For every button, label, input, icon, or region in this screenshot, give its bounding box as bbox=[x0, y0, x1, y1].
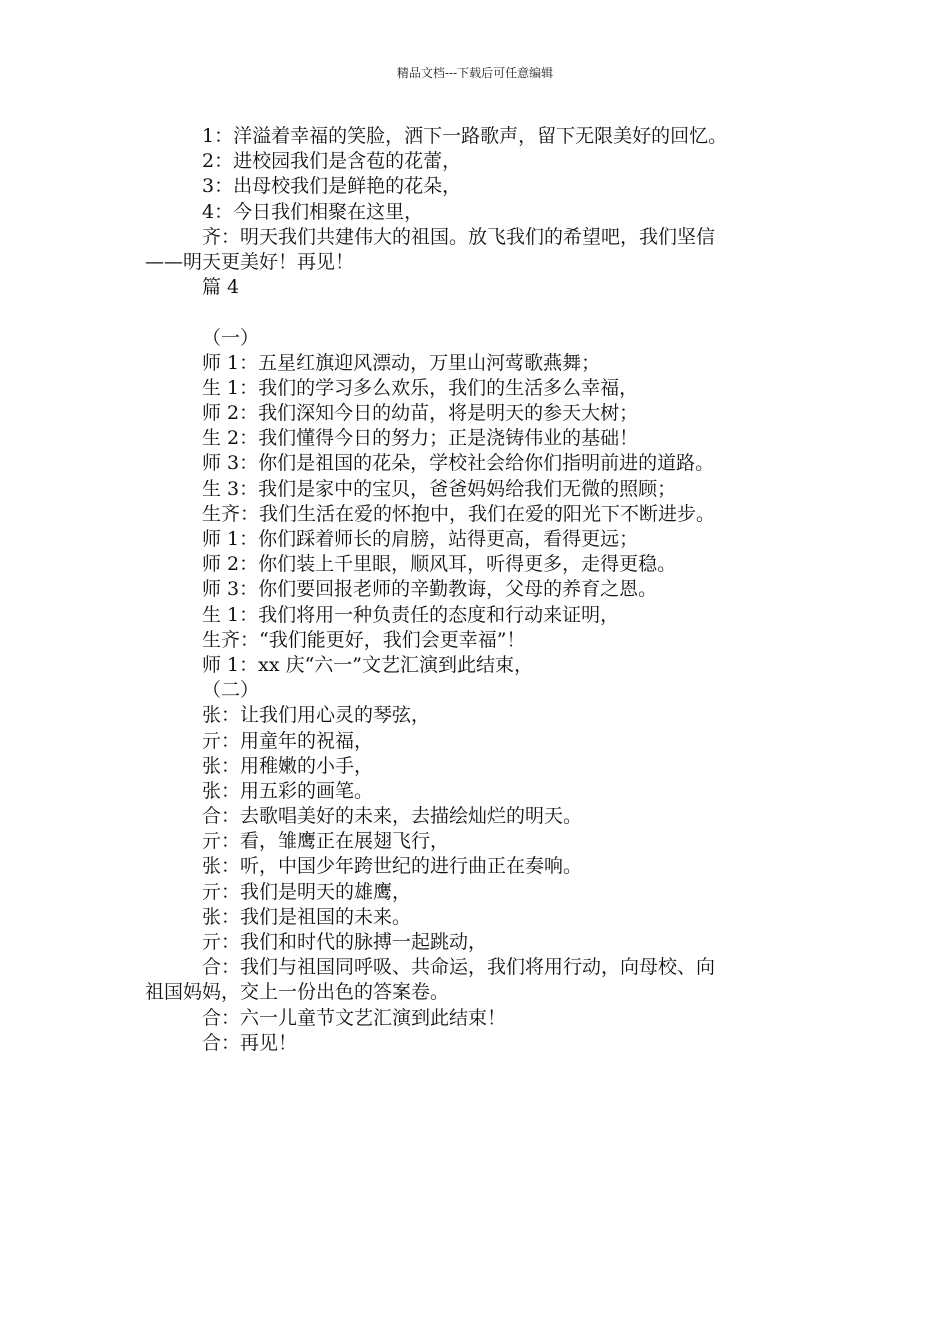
text-line: 张：用稚嫩的小手， bbox=[202, 754, 374, 777]
document-body bbox=[145, 124, 810, 1056]
text-line: 亓：我们是明天的雄鹰， bbox=[202, 880, 412, 903]
subsection-heading: （二） bbox=[202, 679, 260, 702]
text-line: 师 2：你们装上千里眼，顺风耳，听得更多，走得更稳。 bbox=[202, 553, 677, 576]
page-header-note: 精品文档---下载后可任意编辑 bbox=[396, 66, 554, 80]
blank-line bbox=[145, 300, 810, 325]
text-line: ——明天更美好！再见！ bbox=[145, 250, 355, 273]
text-line: 生 2：我们懂得今日的努力；正是浇铸伟业的基础！ bbox=[202, 427, 639, 450]
text-line: 师 3：你们是祖国的花朵，学校社会给你们指明前进的道路。 bbox=[202, 452, 715, 475]
text-line: 生 1：我们将用一种负责任的态度和行动来证明， bbox=[202, 603, 620, 626]
text-line: 师 1：xx 庆“六一”文艺汇演到此结束， bbox=[202, 653, 534, 676]
text-line: 师 3：你们要回报老师的辛勤教诲，父母的养育之恩。 bbox=[202, 578, 658, 601]
text-line: 亓：我们和时代的脉搏一起跳动， bbox=[202, 931, 488, 953]
text-line: 合：再见！ bbox=[202, 1031, 298, 1054]
text-line: 张：我们是祖国的未来。 bbox=[202, 905, 412, 928]
text-line: 合：去歌唱美好的未来，去描绘灿烂的明天。 bbox=[202, 805, 583, 828]
subsection-heading: （一） bbox=[202, 326, 260, 349]
text-line: 4：今日我们相聚在这里， bbox=[202, 200, 424, 223]
text-line: 张：用五彩的画笔。 bbox=[202, 779, 374, 802]
text-line: 齐：明天我们共建伟大的祖国。放飞我们的希望吧，我们坚信 bbox=[202, 225, 716, 248]
text-line: 师 1：你们踩着师长的肩膀，站得更高，看得更远； bbox=[202, 528, 639, 550]
text-line: 亓：看，雏鹰正在展翅飞行， bbox=[202, 830, 450, 853]
text-line: 生齐：我们生活在爱的怀抱中，我们在爱的阳光下不断进步。 bbox=[202, 502, 716, 525]
text-line: 1：洋溢着幸福的笑脸，洒下一路歌声，留下无限美好的回忆。 bbox=[202, 125, 728, 147]
text-line: 3：出母校我们是鲜艳的花朵， bbox=[202, 175, 462, 198]
text-line: 2：进校园我们是含苞的花蕾， bbox=[202, 150, 462, 173]
text-line: 张：让我们用心灵的琴弦， bbox=[202, 704, 431, 727]
section-heading: 篇 4 bbox=[202, 276, 240, 299]
text-line: 师 2：我们深知今日的幼苗，将是明天的参天大树； bbox=[202, 402, 639, 425]
text-line: 生齐：“我们能更好，我们会更幸福”！ bbox=[202, 628, 526, 651]
text-line: 生 1：我们的学习多么欢乐，我们的生活多么幸福， bbox=[202, 376, 639, 399]
text-line: 师 1：五星红旗迎风漂动，万里山河莺歌燕舞； bbox=[202, 351, 601, 374]
text-line: 合：六一儿童节文艺汇演到此结束！ bbox=[202, 1006, 507, 1029]
text-line: 张：听，中国少年跨世纪的进行曲正在奏响。 bbox=[202, 855, 583, 878]
text-line: 祖国妈妈，交上一份出色的答案卷。 bbox=[145, 981, 450, 1004]
text-line: 生 3：我们是家中的宝贝，爸爸妈妈给我们无微的照顾； bbox=[202, 477, 677, 500]
text-line: 亓：用童年的祝福， bbox=[202, 729, 374, 752]
text-line: 合：我们与祖国同呼吸、共命运，我们将用行动，向母校、向 bbox=[202, 956, 716, 979]
